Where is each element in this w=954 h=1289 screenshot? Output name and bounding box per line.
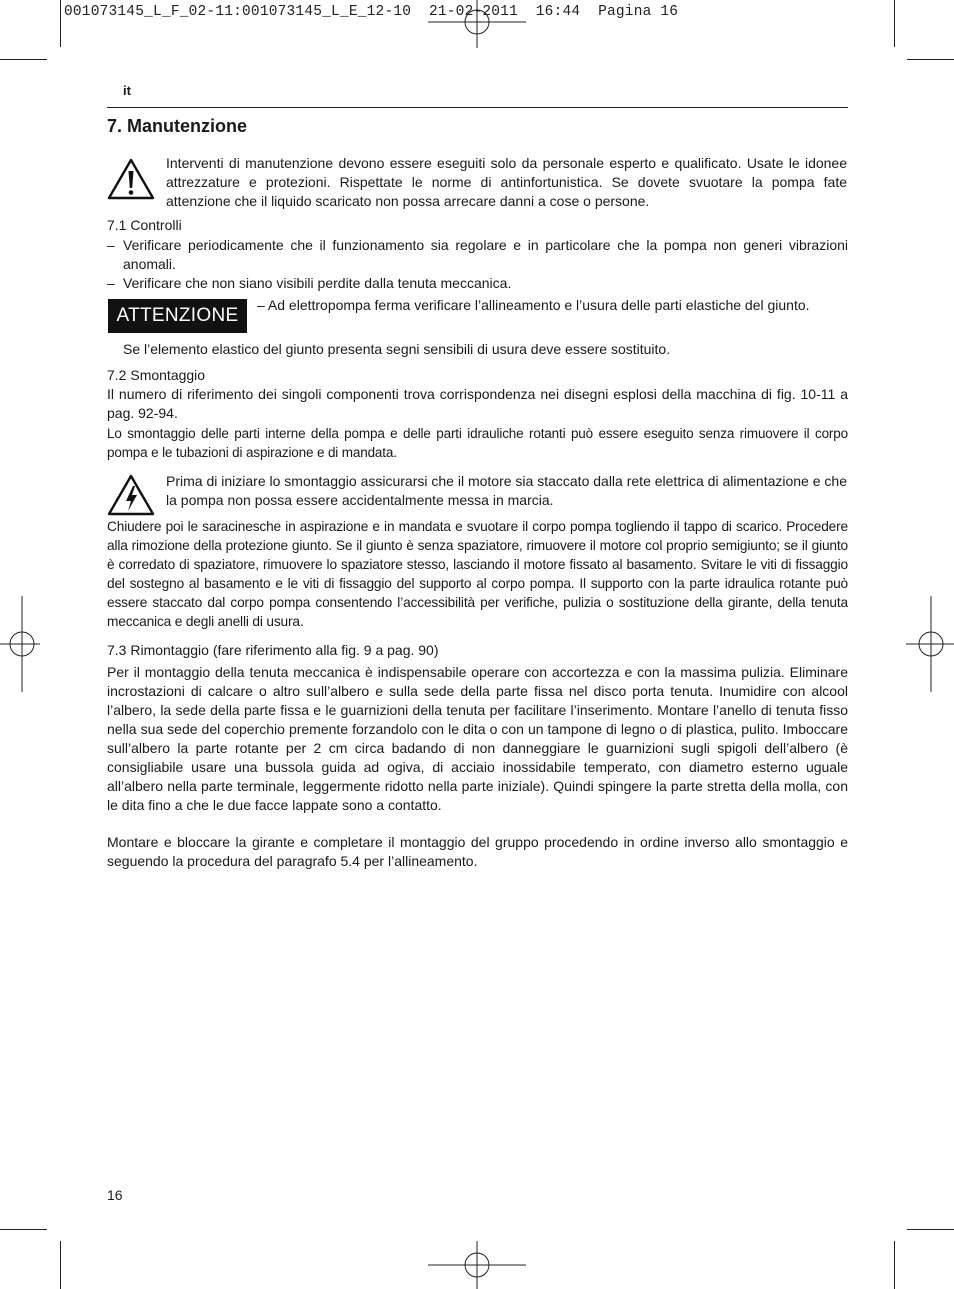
list-item-text: Verificare che non siano visibili perdite dalla tenuta meccanica. <box>123 275 512 291</box>
attention-text: – Ad elettropompa ferma verificare l’allineamento e l’usura delle parti elastiche del giunto. <box>257 297 810 313</box>
reassembly-paragraph-1: Per il montaggio della tenuta meccanica è indispensabile operare con accortezza e con la massima pulizia. Eliminare incrostazioni di calcare o altro sull’albero e sulla sede della parte fissa nel disco porta tenuta. Inumidire con alcool l’albero, la sede della parte fissa e le guarnizioni della tenuta per facilitare l’inserimento. Montare l’anello di tenuta fisso nella sua sede del coperchio premente forzandolo con le dita o con un tampone di legno o di plastica, pulito. Imboccare sull’albero la parte rotante per 2 cm circa badando di non danneggiare le guarnizioni sugli spigoli dell’albero (è consigliabile usare una bussola guida ad ogiva, di acciaio inossidabile temperato, con diametro esterno uguale all’albero nella parte terminale, leggermente ridotto nella parte iniziale). Quindi spingere la parte stretta della molla, con le dita fino a che le due facce lappate sono a contatto. <box>107 664 848 813</box>
electric-warning-text: Prima di iniziare lo smontaggio assicurarsi che il motore sia staccato dalla rete elettrica di alimentazione e che la pompa non possa essere accidentalmente messa in marcia. <box>166 473 847 508</box>
registration-mark-right <box>906 596 954 692</box>
list-item <box>107 274 848 293</box>
print-slug: 001073145_L_F_02-11:001073145_L_E_12-10 21-02-2011 16:44 Pagina 16 <box>64 4 679 20</box>
registration-mark-left <box>0 596 40 692</box>
registration-mark-bottom <box>428 1241 526 1289</box>
list-item-text: Verificare periodicamente che il funzionamento sia regolare e in particolare che la pompa non generi vibrazioni anomali. <box>123 237 848 272</box>
subsection-title-7-3: 7.3 Rimontaggio (fare riferimento alla fig. 9 a pag. 90) <box>107 642 439 658</box>
header-rule <box>107 107 848 108</box>
maintenance-warning-text: Interventi di manutenzione devono essere eseguiti solo da personale esperto e qualificato. Usate le idonee attrezzature e protezioni. Rispettate le norme di antinfortunistica. Se dovete svuotare la pompa fate attenzione che il liquido scaricato non possa arrecare danni a cose o persone. <box>166 155 847 209</box>
disassembly-paragraph-1: Il numero di riferimento dei singoli componenti trova corrispondenza nei disegni esplosi della macchina di fig. 10-11 a pag. 92-94. <box>107 386 848 421</box>
attention-label: ATTENZIONE <box>108 299 247 333</box>
list-dash: – <box>107 237 115 253</box>
electric-hazard-icon <box>107 474 155 516</box>
language-tag: it <box>123 83 131 98</box>
list-dash: – <box>107 275 115 291</box>
subsection-title-7-2: 7.2 Smontaggio <box>107 367 206 383</box>
disassembly-paragraph-3: Chiudere poi le saracinesche in aspirazione e in mandata e svuotare il corpo pompa togliendo il tappo di scarico. Procedere alla rimozione della protezione giunto. Se il giunto è senza spaziatore, rimuovere il motore col proprio semigiunto; se il giunto è corredato di spaziatore, rimuovere lo spaziatore stesso, lasciando il motore fissato al basamento. Svitare le viti di fissaggio del sostegno al basamento e le viti di fissaggio del supporto al corpo pompa. Il supporto con la parte idraulica rotante può essere staccato dal corpo pompa consentendo l’accessibilità per verifiche, pulizia o sostituzione della girante, della tenuta meccanica e degli anelli di usura. <box>107 519 848 629</box>
warning-triangle-icon <box>107 158 155 200</box>
section-heading: 7. Manutenzione <box>107 116 248 136</box>
page-number: 16 <box>107 1187 123 1203</box>
list-item <box>107 236 848 274</box>
disassembly-paragraph-2: Lo smontaggio delle parti interne della pompa e delle parti idrauliche rotanti può essere eseguito senza rimuovere il corpo pompa e le tubazioni di aspirazione e di mandata. <box>107 426 848 460</box>
reassembly-paragraph-2: Montare e bloccare la girante e completare il montaggio del gruppo procedendo in ordine inverso allo smontaggio e seguendo la procedura del paragrafo 5.4 per l’allineamento. <box>107 834 848 869</box>
coupling-note: Se l’elemento elastico del giunto presenta segni sensibili di usura deve essere sostituito. <box>123 341 671 357</box>
subsection-title-7-1: 7.1 Controlli <box>107 217 182 233</box>
